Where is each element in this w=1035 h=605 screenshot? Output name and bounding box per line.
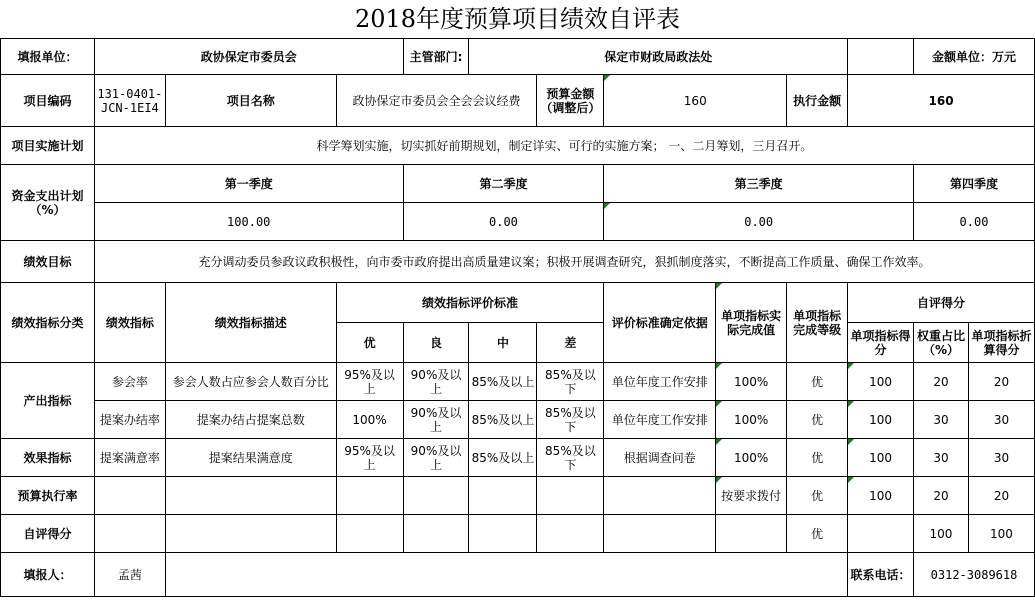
row-level[interactable]: 优	[787, 439, 848, 477]
head-weight: 权重占比（%）	[914, 323, 969, 363]
row-level[interactable]: 优	[787, 477, 848, 515]
budget-value[interactable]: 160	[604, 75, 787, 127]
quarter-2-value[interactable]: 0.00	[403, 203, 604, 241]
row-grade-excellent[interactable]: 100%	[336, 401, 403, 439]
row-grade-medium[interactable]	[469, 515, 537, 553]
row-basis[interactable]: 单位年度工作安排	[604, 401, 716, 439]
quarter-1-value[interactable]: 100.00	[94, 203, 403, 241]
quarter-1-label: 第一季度	[94, 165, 403, 203]
plan-value[interactable]: 科学筹划实施，切实抓好前期规划，制定详实、可行的实施方案； 一、二月筹划，三月召开。	[94, 127, 1034, 165]
row-actual[interactable]: 按要求拨付	[716, 477, 787, 515]
row-indicator[interactable]: 参会率	[94, 363, 165, 401]
row-grade-good[interactable]	[403, 477, 469, 515]
head-description: 绩效指标描述	[165, 283, 336, 363]
row-indicator[interactable]: 提案满意率	[94, 439, 165, 477]
row-grade-poor[interactable]: 85%及以下	[537, 439, 604, 477]
head-score-group: 自评得分	[848, 283, 1035, 323]
quarter-3-value[interactable]: 0.00	[604, 203, 914, 241]
table-row	[1, 401, 1035, 439]
phone-label: 联系电话：	[848, 553, 914, 597]
head-standard: 绩效指标评价标准	[336, 283, 604, 323]
row-converted[interactable]: 20	[968, 477, 1034, 515]
row-actual[interactable]: 100%	[716, 363, 787, 401]
row-grade-excellent[interactable]	[336, 477, 403, 515]
quarter-4-label: 第四季度	[914, 165, 1035, 203]
row-indicator[interactable]	[94, 515, 165, 553]
row-level[interactable]: 优	[787, 515, 848, 553]
row-basis[interactable]: 根据调查问卷	[604, 439, 716, 477]
table-row	[1, 515, 1035, 553]
table-row	[1, 439, 1035, 477]
row-grade-good[interactable]: 90%及以上	[403, 439, 469, 477]
row-grade-medium[interactable]: 85%及以上	[469, 439, 537, 477]
row-weight[interactable]: 20	[914, 363, 969, 401]
row-category: 自评得分	[1, 515, 95, 553]
head-basis: 评价标准确定依据	[604, 283, 716, 363]
row-description[interactable]	[165, 515, 336, 553]
goal-row	[1, 241, 1035, 283]
row-score[interactable]	[848, 515, 914, 553]
unit-value[interactable]: 政协保定市委员会	[94, 39, 403, 75]
row-grade-excellent[interactable]: 95%及以上	[336, 363, 403, 401]
row-grade-medium[interactable]: 85%及以上	[469, 401, 537, 439]
page-title: 2018年度预算项目绩效自评表	[354, 5, 681, 33]
row-grade-excellent[interactable]: 95%及以上	[336, 439, 403, 477]
row-weight[interactable]: 100	[914, 515, 969, 553]
row-actual[interactable]: 100%	[716, 401, 787, 439]
funds-quarter-row	[1, 165, 1035, 203]
row-basis[interactable]	[604, 515, 716, 553]
head-grade-excellent: 优	[336, 323, 403, 363]
row-score[interactable]: 100	[848, 439, 914, 477]
dept-value[interactable]: 保定市财政局政法处	[469, 39, 848, 75]
dept-label: 主管部门:	[403, 39, 469, 75]
head-grade-poor: 差	[537, 323, 604, 363]
name-value[interactable]: 政协保定市委员会全会会议经费	[336, 75, 537, 127]
row-indicator[interactable]: 提案办结率	[94, 401, 165, 439]
row-grade-good[interactable]	[403, 515, 469, 553]
funds-label: 资金支出计划（%）	[1, 165, 95, 241]
row-level[interactable]: 优	[787, 363, 848, 401]
budget-label: 预算金额（调整后）	[537, 75, 604, 127]
amount-unit: 金额单位：万元	[914, 39, 1035, 75]
head-grade-good: 良	[403, 323, 469, 363]
quarter-4-value[interactable]: 0.00	[914, 203, 1035, 241]
row-weight[interactable]: 30	[914, 439, 969, 477]
row-category: 效果指标	[1, 439, 95, 477]
plan-row	[1, 127, 1035, 165]
row-grade-medium[interactable]	[469, 477, 537, 515]
row-category: 产出指标	[1, 363, 95, 439]
project-row	[1, 75, 1035, 127]
row-weight[interactable]: 20	[914, 477, 969, 515]
row-basis[interactable]	[604, 477, 716, 515]
head-score: 单项指标得分	[848, 323, 914, 363]
row-description[interactable]	[165, 477, 336, 515]
row-indicator[interactable]	[94, 477, 165, 515]
row-description[interactable]: 参会人数占应参会人数百分比	[165, 363, 336, 401]
code-label: 项目编码	[1, 75, 95, 127]
head-converted: 单项指标折算得分	[968, 323, 1034, 363]
footer-row	[1, 553, 1035, 597]
row-converted[interactable]: 30	[968, 439, 1034, 477]
exec-value[interactable]: 160	[848, 75, 1035, 127]
evaluation-table	[0, 38, 1035, 597]
exec-label: 执行金额	[787, 75, 848, 127]
plan-label: 项目实施计划	[1, 127, 95, 165]
row-grade-good[interactable]: 90%及以上	[403, 363, 469, 401]
row-grade-excellent[interactable]	[336, 515, 403, 553]
row-grade-poor[interactable]	[537, 477, 604, 515]
row-weight[interactable]: 30	[914, 401, 969, 439]
code-value[interactable]: 131-0401-JCN-1EI4	[94, 75, 165, 127]
table-row	[1, 363, 1035, 401]
filler-value[interactable]: 孟茜	[94, 553, 165, 597]
row-category: 预算执行率	[1, 477, 95, 515]
row-grade-poor[interactable]: 85%及以下	[537, 363, 604, 401]
quarter-2-label: 第二季度	[403, 165, 604, 203]
row-converted[interactable]: 20	[968, 363, 1034, 401]
header-blank	[848, 39, 914, 75]
row-description[interactable]: 提案结果满意度	[165, 439, 336, 477]
table-row	[1, 477, 1035, 515]
row-converted[interactable]: 100	[968, 515, 1034, 553]
head-grade-medium: 中	[469, 323, 537, 363]
head-level: 单项指标完成等级	[787, 283, 848, 363]
row-description[interactable]: 提案办结占提案总数	[165, 401, 336, 439]
row-converted[interactable]: 30	[968, 401, 1034, 439]
row-basis[interactable]: 单位年度工作安排	[604, 363, 716, 401]
row-grade-good[interactable]: 90%及以上	[403, 401, 469, 439]
header-row	[1, 39, 1035, 75]
row-score[interactable]: 100	[848, 401, 914, 439]
funds-value-row	[1, 203, 1035, 241]
goal-label: 绩效目标	[1, 241, 95, 283]
row-level[interactable]: 优	[787, 401, 848, 439]
head-category: 绩效指标分类	[1, 283, 95, 363]
name-label: 项目名称	[165, 75, 336, 127]
filler-label: 填报人：	[1, 553, 95, 597]
unit-label: 填报单位：	[1, 39, 95, 75]
head-indicator: 绩效指标	[94, 283, 165, 363]
indicator-head-row	[1, 283, 1035, 323]
row-score[interactable]: 100	[848, 363, 914, 401]
quarter-3-label: 第三季度	[604, 165, 914, 203]
row-actual[interactable]	[716, 515, 787, 553]
head-actual: 单项指标实际完成值	[716, 283, 787, 363]
footer-blank	[165, 553, 847, 597]
row-actual[interactable]: 100%	[716, 439, 787, 477]
row-grade-medium[interactable]: 85%及以上	[469, 363, 537, 401]
row-grade-poor[interactable]: 85%及以下	[537, 401, 604, 439]
row-grade-poor[interactable]	[537, 515, 604, 553]
row-score[interactable]: 100	[848, 477, 914, 515]
goal-value[interactable]: 充分调动委员参政议政积极性，向市委市政府提出高质量建议案；积极开展调查研究，狠抓制度落实，不断提高工作质量、确保工作效率。	[94, 241, 1034, 283]
phone-value[interactable]: 0312-3089618	[914, 553, 1035, 597]
